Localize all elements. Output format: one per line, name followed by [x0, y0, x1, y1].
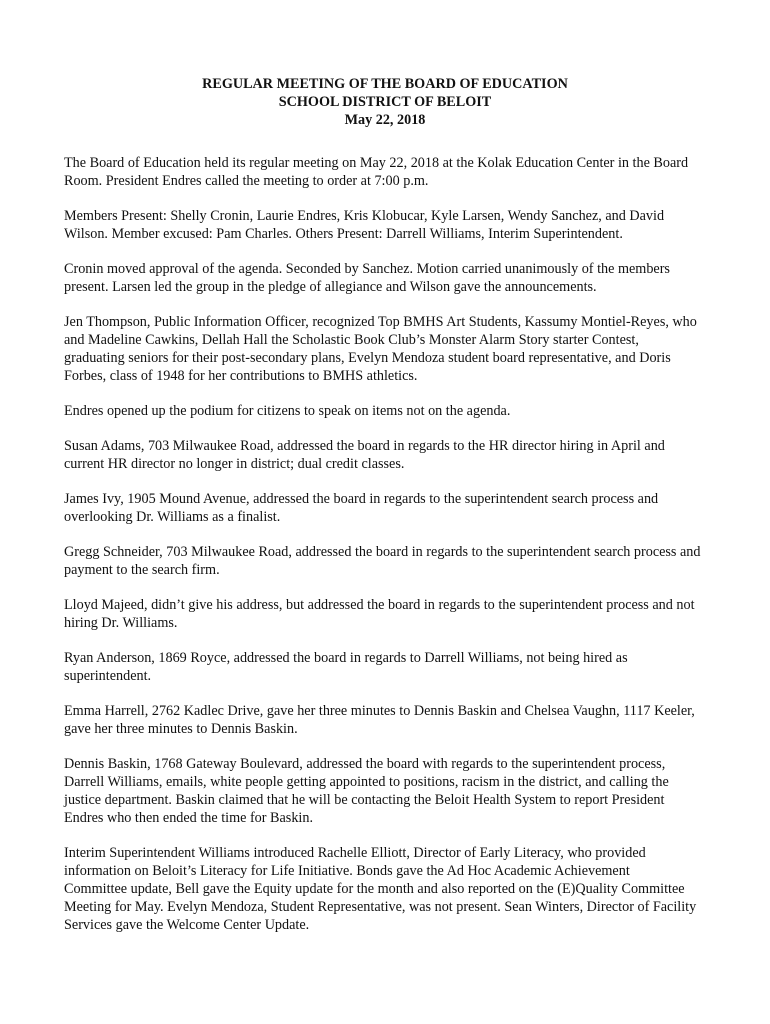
paragraph-line: Meeting for May. Evelyn Mendoza, Student Representative, was not present. Sean Winters, Director of Facility	[64, 899, 697, 915]
paragraph	[64, 207, 748, 243]
document-header	[0, 75, 770, 129]
paragraph-line: overlooking Dr. Williams as a finalist.	[64, 509, 281, 525]
paragraph	[64, 702, 748, 738]
paragraph-line: Members Present: Shelly Cronin, Laurie Endres, Kris Klobucar, Kyle Larsen, Wendy Sanchez, and David	[64, 208, 665, 224]
paragraph-line: superintendent.	[64, 668, 152, 684]
paragraph	[64, 844, 748, 934]
paragraph	[64, 543, 748, 579]
paragraph	[64, 154, 748, 190]
paragraph-line: Cronin moved approval of the agenda. Seconded by Sanchez. Motion carried unanimously of the members	[64, 261, 670, 277]
paragraph-line: Jen Thompson, Public Information Officer, recognized Top BMHS Art Students, Kassumy Montiel-Reyes, who	[64, 314, 697, 330]
paragraph-line: The Board of Education held its regular meeting on May 22, 2018 at the Kolak Education Center in the Board	[64, 155, 689, 171]
paragraph	[64, 313, 748, 385]
paragraph-line: present. Larsen led the group in the pledge of allegiance and Wilson gave the announcements.	[64, 279, 597, 295]
paragraph	[64, 649, 748, 685]
paragraph-line: Interim Superintendent Williams introduced Rachelle Elliott, Director of Early Literacy, who provided	[64, 845, 646, 861]
paragraph-line: Darrell Williams, emails, white people getting appointed to positions, racism in the district, and calling the	[64, 774, 669, 790]
paragraph-line: Services gave the Welcome Center Update.	[64, 917, 310, 933]
paragraph-line: information on Beloit’s Literacy for Life Initiative. Bonds gave the Ad Hoc Academic Achievement	[64, 863, 630, 879]
paragraph-line: justice department. Baskin claimed that he will be contacting the Beloit Health System to report President	[64, 792, 665, 808]
paragraph-line: Ryan Anderson, 1869 Royce, addressed the board in regards to Darrell Williams, not being hired as	[64, 650, 628, 666]
paragraph-line: hiring Dr. Williams.	[64, 615, 178, 631]
paragraph-line: payment to the search firm.	[64, 562, 220, 578]
paragraph-line: gave her three minutes to Dennis Baskin.	[64, 721, 298, 737]
paragraph-line: Room. President Endres called the meeting to order at 7:00 p.m.	[64, 173, 429, 189]
paragraph-line: Emma Harrell, 2762 Kadlec Drive, gave her three minutes to Dennis Baskin and Chelsea Vaughn, 1117 Keeler,	[64, 703, 695, 719]
paragraph	[64, 596, 748, 632]
paragraph-line: current HR director no longer in district; dual credit classes.	[64, 456, 405, 472]
paragraph-line: graduating seniors for their post-secondary plans, Evelyn Mendoza student board representative, and Doris	[64, 350, 671, 366]
paragraph	[64, 437, 748, 473]
paragraph-line: Lloyd Majeed, didn’t give his address, but addressed the board in regards to the superintendent process and not	[64, 597, 695, 613]
paragraph-line: Forbes, class of 1948 for her contributions to BMHS athletics.	[64, 368, 418, 384]
paragraph	[64, 402, 748, 420]
header-date: May 22, 2018	[344, 112, 426, 128]
paragraph-line: Endres opened up the podium for citizens to speak on items not on the agenda.	[64, 403, 511, 419]
paragraph-line: Gregg Schneider, 703 Milwaukee Road, addressed the board in regards to the superintendent search process and	[64, 544, 701, 560]
paragraph-line: Endres who then ended the time for Baskin.	[64, 810, 314, 826]
header-title: REGULAR MEETING OF THE BOARD OF EDUCATION	[202, 76, 568, 92]
paragraph-line: Susan Adams, 703 Milwaukee Road, addressed the board in regards to the HR director hiring in April and	[64, 438, 665, 454]
paragraph-line: and Madeline Cawkins, Dellah Hall the Scholastic Book Club’s Monster Alarm Story starter Contest,	[64, 332, 639, 348]
document-body	[64, 154, 748, 951]
paragraph-line: Committee update, Bell gave the Equity update for the month and also reported on the (E)Quality Committee	[64, 881, 685, 897]
paragraph	[64, 755, 748, 827]
paragraph-line: Dennis Baskin, 1768 Gateway Boulevard, addressed the board with regards to the superintendent process,	[64, 756, 666, 772]
paragraph	[64, 490, 748, 526]
paragraph	[64, 260, 748, 296]
paragraph-line: Wilson. Member excused: Pam Charles. Others Present: Darrell Williams, Interim Superintendent.	[64, 226, 623, 242]
paragraph-line: James Ivy, 1905 Mound Avenue, addressed the board in regards to the superintendent search process and	[64, 491, 659, 507]
header-district: SCHOOL DISTRICT OF BELOIT	[278, 94, 492, 110]
